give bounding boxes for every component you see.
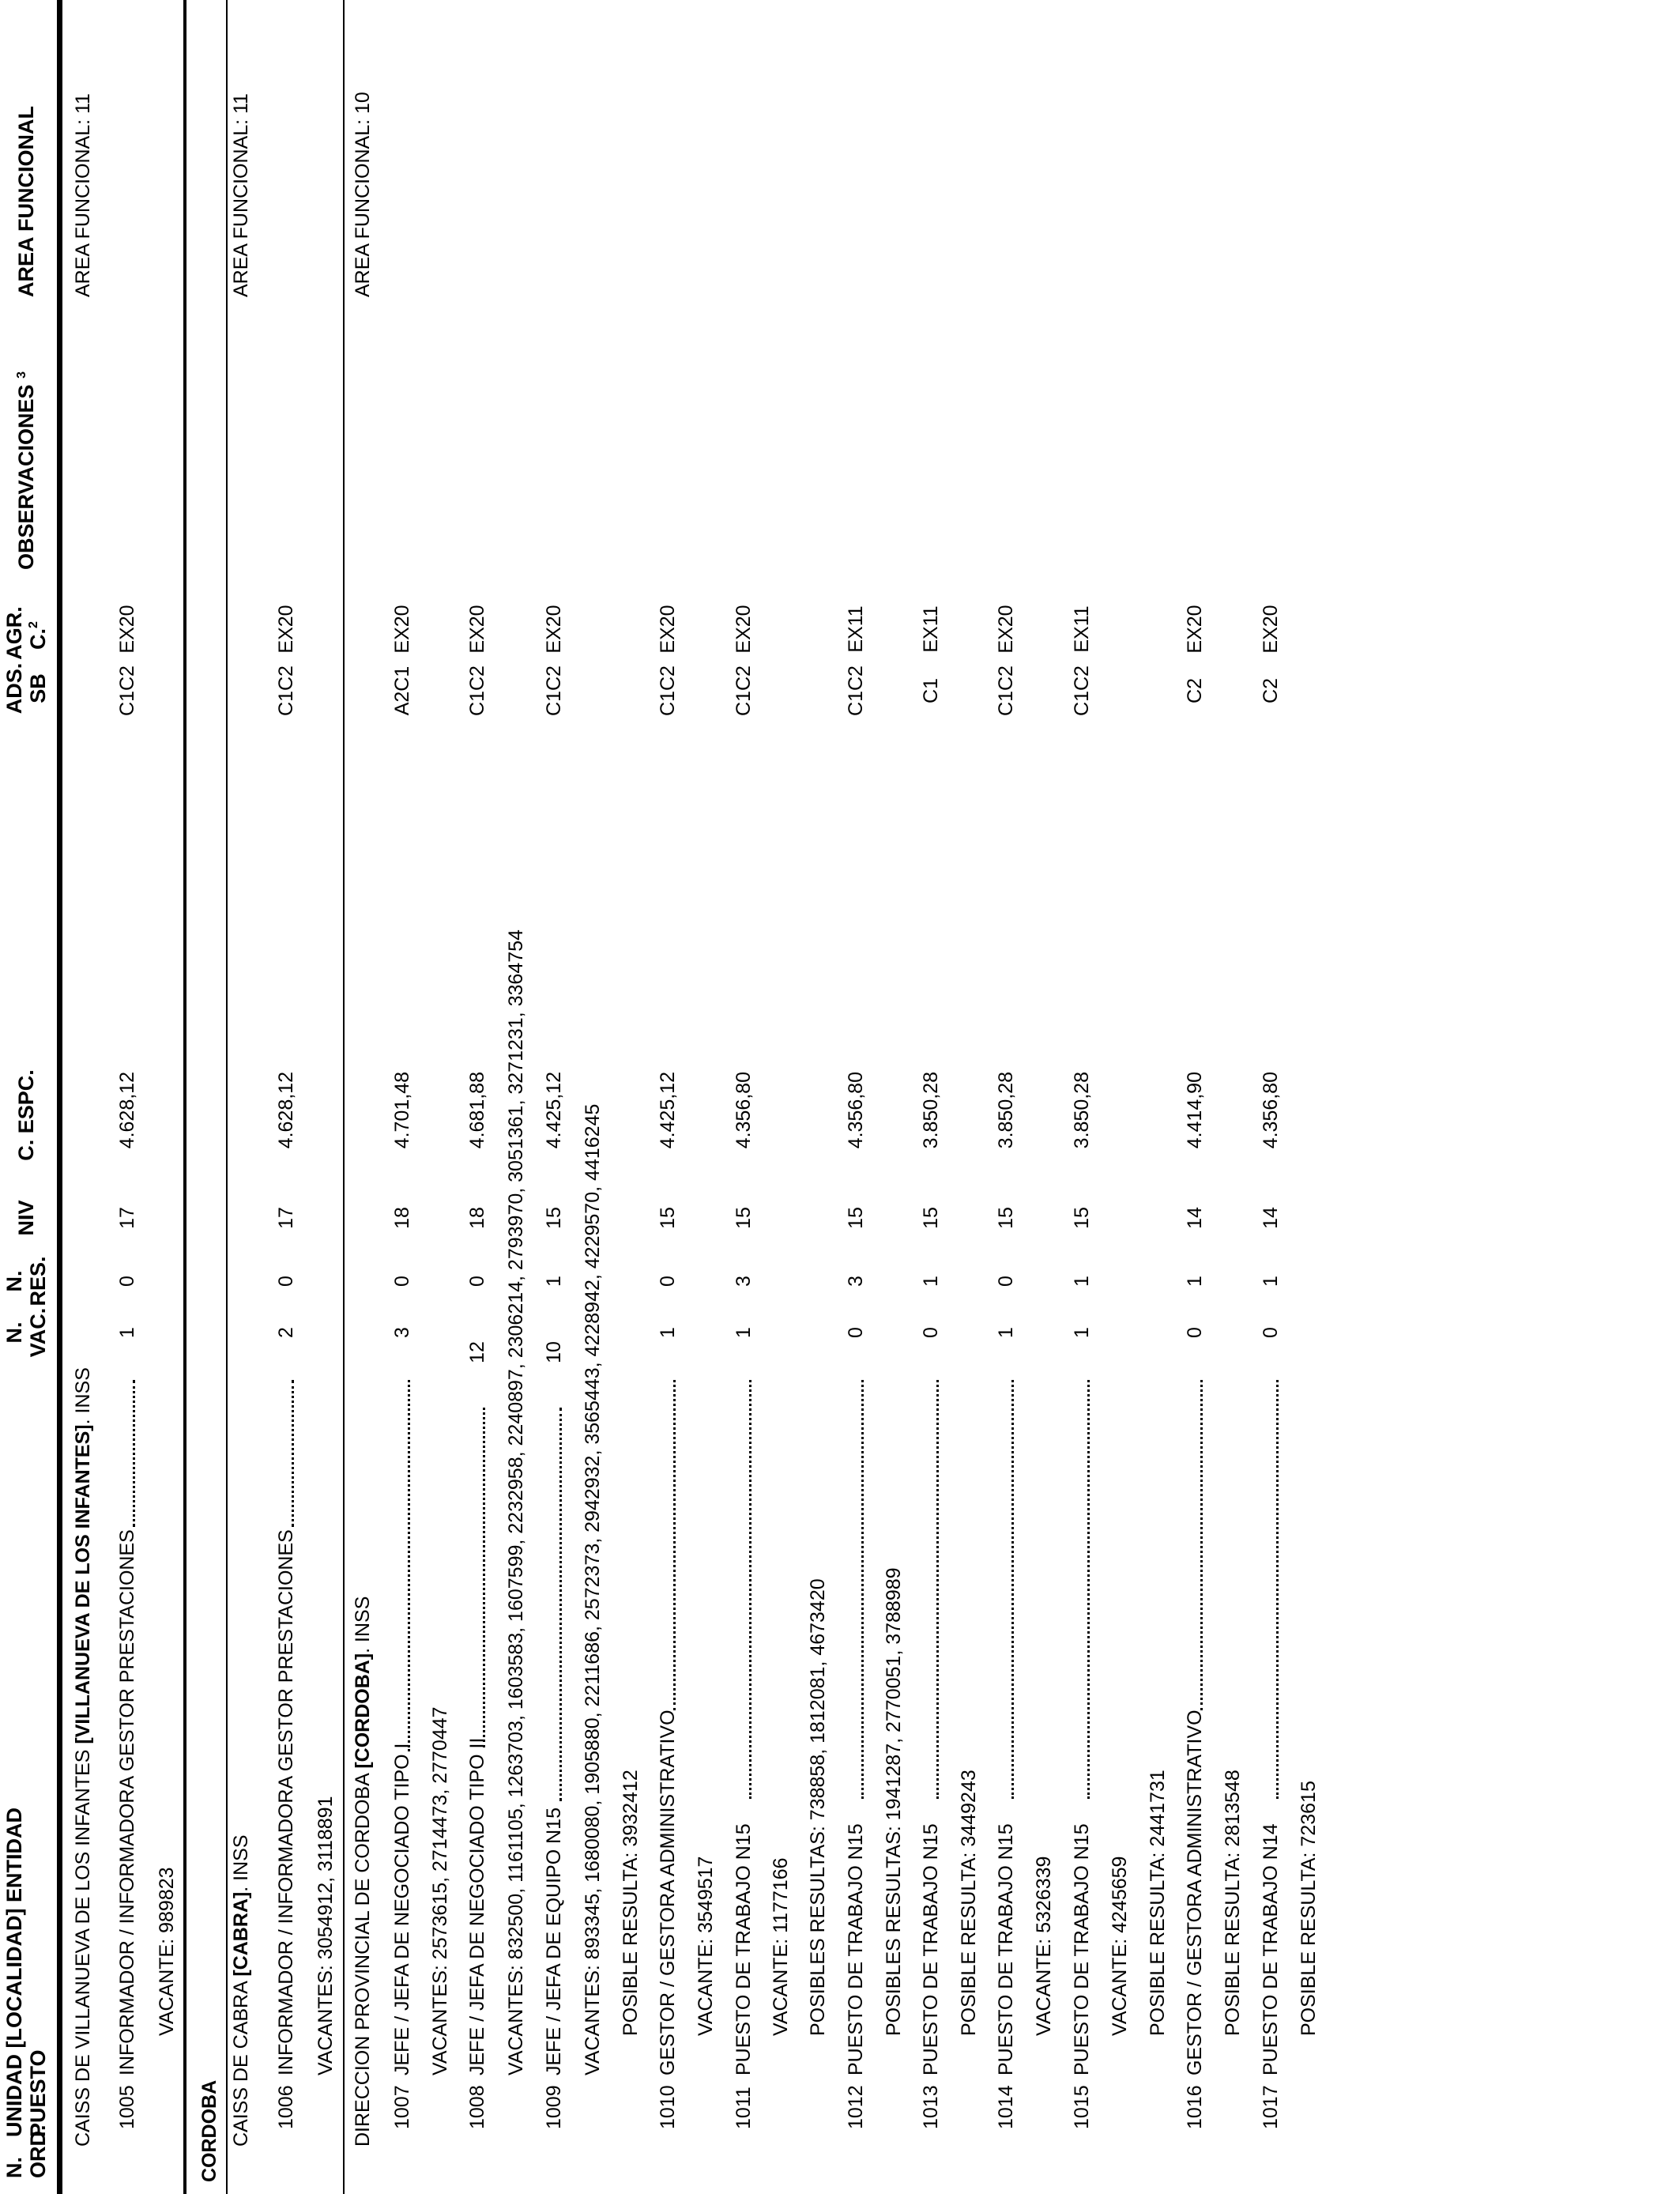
row-vac: 0	[1260, 1327, 1282, 1338]
row-agr: EX20	[1260, 605, 1282, 654]
row-note: POSIBLE RESULTA: 2441731	[1147, 1770, 1169, 2036]
dot-leader	[292, 1380, 294, 1527]
row-note: VACANTE: 989823	[156, 1867, 178, 2036]
row-vac: 0	[920, 1327, 942, 1338]
row-niv: 14	[1260, 1207, 1282, 1229]
province-subrule	[226, 0, 228, 2194]
header-n-ord-line2: ORD.	[26, 2124, 50, 2178]
row-note: VACANTE: 3549517	[695, 1856, 717, 2036]
area-funcional-value: AREA FUNCIONAL: 10	[352, 92, 374, 297]
row-ads: C1C2	[116, 665, 138, 716]
row-ord: 1010	[657, 2085, 679, 2129]
row-niv: 15	[1071, 1207, 1093, 1229]
row-ads: C1C2	[543, 665, 565, 716]
area-funcional-value: AREA FUNCIONAL: 11	[72, 93, 94, 297]
row-c-espc: 4.701,48	[391, 1072, 413, 1149]
row-c-espc: 4.356,80	[845, 1072, 867, 1149]
row-c-espc: 4.681,88	[466, 1072, 488, 1149]
row-note: POSIBLE RESULTA: 3449243	[958, 1770, 980, 2036]
row-agr: EX11	[1071, 605, 1093, 653]
row-puesto: PUESTO DE TRABAJO N15	[920, 1823, 942, 2075]
dot-leader	[749, 1380, 751, 1799]
row-note: POSIBLE RESULTA: 2813548	[1222, 1770, 1244, 2036]
dot-leader	[483, 1408, 485, 1747]
header-niv: NIV	[14, 1200, 38, 1236]
row-c-espc: 4.425,12	[543, 1072, 565, 1149]
row-agr: EX20	[543, 605, 565, 654]
row-puesto: JEFE / JEFA DE NEGOCIADO TIPO I	[391, 1743, 413, 2075]
row-agr: EX20	[995, 605, 1017, 654]
row-niv: 18	[466, 1207, 488, 1229]
row-ord: 1009	[543, 2085, 565, 2129]
row-puesto: PUESTO DE TRABAJO N15	[845, 1823, 867, 2075]
row-c-espc: 4.414,90	[1184, 1072, 1206, 1149]
row-ads: C1C2	[657, 665, 679, 716]
row-ord: 1017	[1260, 2085, 1282, 2129]
row-vac: 2	[275, 1327, 297, 1338]
row-agr: EX20	[391, 605, 413, 654]
header-agr-line1: AGR.	[2, 606, 26, 660]
row-ads: C1C2	[995, 665, 1017, 716]
row-ads: C1C2	[733, 665, 755, 716]
row-vac: 1	[1071, 1327, 1093, 1338]
row-niv: 15	[733, 1207, 755, 1229]
row-vac: 0	[1184, 1327, 1206, 1338]
header-n-vac-line1: N.	[2, 1321, 26, 1344]
row-vac: 1	[657, 1327, 679, 1338]
area-funcional-value: AREA FUNCIONAL: 11	[230, 93, 252, 297]
row-agr: EX20	[275, 605, 297, 654]
row-puesto: PUESTO DE TRABAJO N14	[1260, 1823, 1282, 2075]
dot-leader	[408, 1380, 410, 1751]
row-ord: 1007	[391, 2085, 413, 2129]
row-niv: 15	[920, 1207, 942, 1229]
row-note: VACANTES: 893345, 1680080, 1905880, 2211686, 2572373, 2942932, 3565443, 4228942, 4229570, 4416245	[582, 1103, 604, 2075]
dot-leader	[1200, 1380, 1203, 1710]
row-vac: 1	[733, 1327, 755, 1338]
row-res: 3	[845, 1276, 867, 1287]
header-unidad-line2: PUESTO	[26, 2049, 50, 2137]
header-n-res-line1: N.	[2, 1270, 26, 1292]
row-res: 0	[466, 1276, 488, 1287]
row-ads: C1C2	[275, 665, 297, 716]
header-n-ord-line1: N.	[2, 2157, 26, 2178]
row-res: 3	[733, 1276, 755, 1287]
row-res: 1	[1260, 1276, 1282, 1287]
row-ord: 1006	[275, 2085, 297, 2129]
row-vac: 1	[116, 1327, 138, 1338]
row-agr: EX20	[733, 605, 755, 654]
row-res: 0	[391, 1276, 413, 1287]
unit-heading: CAISS DE VILLANUEVA DE LOS INFANTES [VILLANUEVA DE LOS INFANTES]. INSS	[72, 1367, 94, 2147]
unit-heading: DIRECCION PROVINCIAL DE CORDOBA [CORDOBA]. INSS	[352, 1596, 374, 2147]
header-unidad-line1: UNIDAD [LOCALIDAD] ENTIDAD	[2, 1808, 26, 2137]
row-c-espc: 4.425,12	[657, 1072, 679, 1149]
row-ord: 1013	[920, 2085, 942, 2129]
row-note: VACANTES: 3054912, 3118891	[315, 1796, 337, 2075]
header-c-espc: C. ESPC.	[14, 1069, 38, 1161]
row-c-espc: 4.628,12	[275, 1072, 297, 1149]
row-res: 1	[920, 1276, 942, 1287]
header-rule	[57, 0, 62, 2194]
row-ord: 1012	[845, 2085, 867, 2129]
row-ads: C1C2	[1071, 665, 1093, 716]
row-niv: 18	[391, 1207, 413, 1229]
row-puesto: PUESTO DE TRABAJO N15	[1071, 1823, 1093, 2075]
row-ord: 1008	[466, 2085, 488, 2129]
row-vac: 3	[391, 1327, 413, 1338]
row-c-espc: 4.356,80	[1260, 1072, 1282, 1149]
row-agr: EX20	[466, 605, 488, 654]
province-rule	[183, 0, 186, 2194]
dot-leader	[559, 1408, 562, 1801]
row-agr: EX11	[920, 605, 942, 653]
row-note: VACANTES: 832500, 1161105, 1263703, 1603583, 1607599, 2232958, 2240897, 2306214, 2793970, 3051361, 3271231, 3364754	[505, 929, 527, 2075]
row-puesto: INFORMADOR / INFORMADORA GESTOR PRESTACIONES	[275, 1529, 297, 2075]
row-ads: C1C2	[466, 665, 488, 716]
dot-leader	[861, 1380, 864, 1799]
dot-leader	[936, 1380, 939, 1799]
row-agr: EX20	[1184, 605, 1206, 654]
row-res: 0	[116, 1276, 138, 1287]
row-note: VACANTE: 5326339	[1033, 1856, 1055, 2036]
row-agr: EX20	[657, 605, 679, 654]
row-vac: 1	[995, 1327, 1017, 1338]
header-n-vac-line2: VAC.	[26, 1307, 50, 1358]
row-res: 0	[275, 1276, 297, 1287]
row-note: VACANTE: 1177166	[770, 1857, 792, 2036]
row-puesto: PUESTO DE TRABAJO N15	[733, 1823, 755, 2075]
row-vac: 12	[466, 1341, 488, 1363]
row-ads: C1C2	[845, 665, 867, 716]
row-puesto: PUESTO DE TRABAJO N15	[995, 1823, 1017, 2075]
row-c-espc: 3.850,28	[1071, 1072, 1093, 1149]
row-c-espc: 3.850,28	[920, 1072, 942, 1149]
dot-leader	[1276, 1380, 1279, 1799]
row-ads: C2	[1184, 678, 1206, 703]
row-niv: 15	[543, 1207, 565, 1229]
row-puesto: JEFE / JEFA DE NEGOCIADO TIPO II	[466, 1737, 488, 2075]
header-observaciones: OBSERVACIONES $^3$	[14, 371, 38, 570]
header-agr-line2: C.$^2$	[26, 621, 50, 650]
row-ads: C1	[920, 678, 942, 703]
row-puesto: GESTOR / GESTORA ADMINISTRATIVO	[657, 1710, 679, 2075]
row-vac: 0	[845, 1327, 867, 1338]
dot-leader	[673, 1380, 676, 1710]
row-vac: 10	[543, 1341, 565, 1363]
row-note: POSIBLES RESULTAS: 1941287, 2770051, 3788989	[883, 1567, 905, 2036]
row-res: 1	[543, 1276, 565, 1287]
province-heading: CORDOBA	[198, 2079, 220, 2182]
row-note: VACANTE: 4245659	[1109, 1856, 1131, 2036]
row-note: POSIBLE RESULTA: 3932412	[620, 1770, 642, 2036]
section-rule	[343, 0, 345, 2194]
row-agr: EX11	[845, 605, 867, 653]
row-res: 1	[1071, 1276, 1093, 1287]
row-ord: 1014	[995, 2085, 1017, 2129]
header-ads-line2: SB	[26, 673, 50, 703]
row-niv: 15	[657, 1207, 679, 1229]
row-puesto: GESTOR / GESTORA ADMINISTRATIVO	[1184, 1710, 1206, 2075]
row-note: POSIBLES RESULTAS: 738858, 1812081, 4673420	[807, 1578, 829, 2036]
row-ord: 1016	[1184, 2085, 1206, 2129]
dot-leader	[133, 1380, 135, 1527]
row-agr: EX20	[116, 605, 138, 654]
dot-leader	[1087, 1380, 1090, 1799]
header-n-res-line2: RES.	[26, 1256, 50, 1306]
row-ord: 1011	[733, 2087, 755, 2129]
row-note: VACANTES: 2573615, 2714473, 2770447	[429, 1706, 451, 2075]
row-ord: 1005	[116, 2085, 138, 2129]
dot-leader	[1011, 1380, 1014, 1799]
row-niv: 15	[995, 1207, 1017, 1229]
row-c-espc: 3.850,28	[995, 1072, 1017, 1149]
row-note: POSIBLE RESULTA: 723615	[1298, 1781, 1320, 2036]
row-res: 0	[995, 1276, 1017, 1287]
row-ord: 1015	[1071, 2085, 1093, 2129]
header-ads-line1: ADS.	[2, 662, 26, 714]
row-puesto: INFORMADOR / INFORMADORA GESTOR PRESTACIONES	[116, 1529, 138, 2075]
row-ads: C2	[1260, 678, 1282, 703]
row-res: 0	[657, 1276, 679, 1287]
row-niv: 17	[275, 1207, 297, 1229]
row-niv: 14	[1184, 1207, 1206, 1229]
row-puesto: JEFE / JEFA DE EQUIPO N15	[543, 1808, 565, 2075]
row-niv: 15	[845, 1207, 867, 1229]
row-c-espc: 4.356,80	[733, 1072, 755, 1149]
unit-heading: CAISS DE CABRA [CABRA]. INSS	[230, 1834, 252, 2147]
header-area-funcional: AREA FUNCIONAL	[14, 106, 38, 297]
row-ads: A2C1	[391, 665, 413, 716]
row-res: 1	[1184, 1276, 1206, 1287]
row-niv: 17	[116, 1207, 138, 1229]
row-c-espc: 4.628,12	[116, 1072, 138, 1149]
